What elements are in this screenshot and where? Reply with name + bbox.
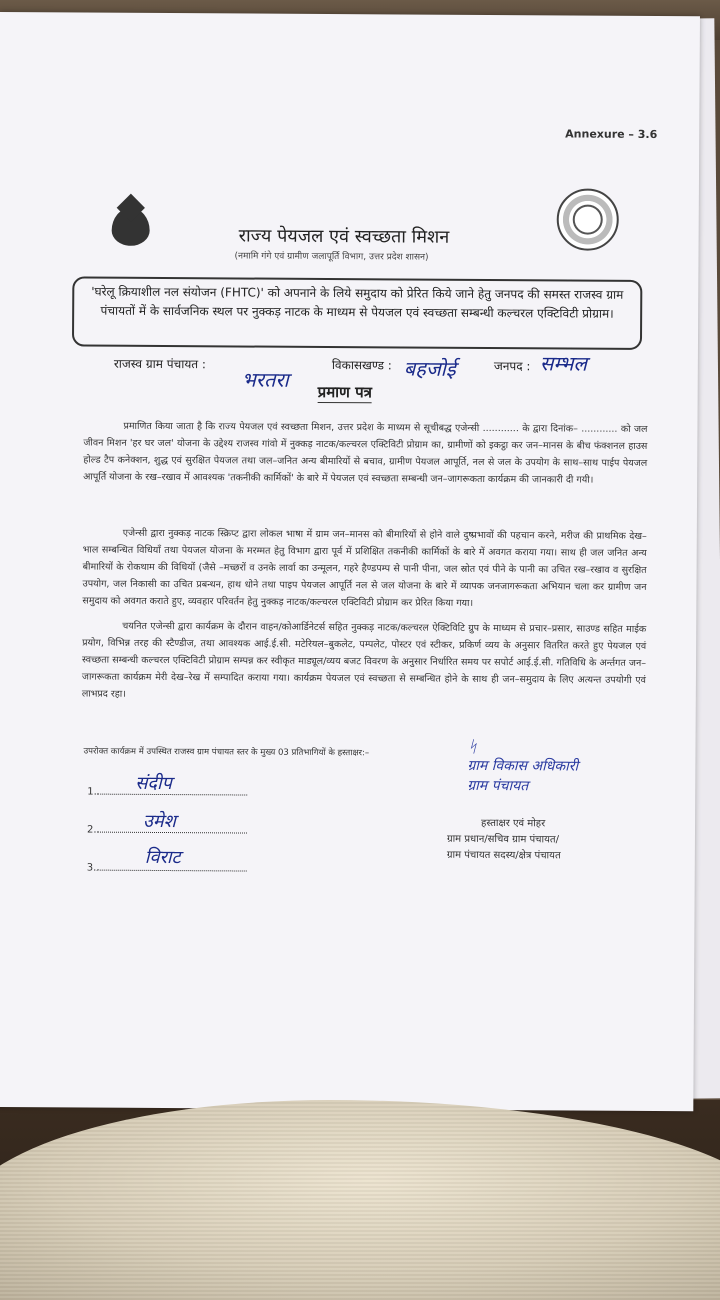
gram-panchayat-value: भरतरा xyxy=(241,367,289,392)
org-title: राज्य पेयजल एवं स्वच्छता मिशन xyxy=(238,225,450,248)
signatory-signature-1: संदीप xyxy=(135,772,172,795)
paragraph-2: एजेन्सी द्वारा नुक्कड़ नाटक स्क्रिप्ट द्वारा लोकल भाषा में ग्राम जन–मानस को बीमारियों से होने वाले दुष्प्रभावों की पहचान करने, मरीज की प्राथमिक देख–भाल सम्बन्धित विधियाँ तथा पेयजल योजना के मरम्मत हेतु विभाग द्वारा पूर्व में प्रशिक्षित तकनीकी कार्मिकों के बारे में अवगत कराया गया। साथ ही जल जनित अन्य बीमारियों के रोकथाम की विधियों (जैसे –मच्छरों व उनके लार्वा का उन्मूलन, गहरे हैण्डपम्प से पानी पीना, जल स्रोत एवं पीने के पानी का उचित रख–रखाव व सुरक्षित उपयोग, जल निकासी का उचित प्रबन्धन, हाथ धोने तथा पाइप पेयजल आपूर्ति नल से जल योजना के बारे में व्यापक जनजागरूकता अभियान चला कर ग्रामीण जन समुदाय को अवगत कराते हुए, व्यवहार परिवर्तन हेतु नुक्कड़ नाटक/कल्चरल एक्टिविटी प्रोग्राम कर प्रेरित किया गया। xyxy=(82,527,647,609)
paragraph-1: प्रमाणित किया जाता है कि राज्य पेयजल एवं स्वच्छता मिशन, उत्तर प्रदेश के माध्यम से सूचीबद्ध एजेन्सी ............ के द्वारा दिनांक– ............ को जल जीवन मिशन 'हर घर जल' योजना के उद्देश्य राजस्व गांवो में नुक्कड़ नाटक/कल्चरल एक्टिविटी प्रोग्राम का, ग्रामीणों को इकट्ठा कर जन–मानस के बीच फंक्शनल हाउस होल्ड टैप कनेक्शन, शुद्ध एवं सुरक्षित पेयजल तथा जल–जनित अन्य बीमारियों से बचाव, ग्रामीण पेयजल आपूर्ति, नल से जल के उपयोग के साथ–साथ पाईप पेयजल आपूर्ति योजना के रख–रखाव में आवश्यक 'तकनीकी कार्मिकों' के बारे में पेयजल एवं स्वच्छता सम्बन्धी जन–जागरूकता कार्यक्रम की जानकारी दी गयी। xyxy=(83,420,648,486)
signatory-signature-3: विराट xyxy=(144,846,181,869)
designation-line-1: ग्राम प्रधान/सचिव ग्राम पंचायत/ xyxy=(446,833,560,846)
signatory-number: 3. xyxy=(86,862,97,874)
stamp-initials: ᛋ xyxy=(467,736,478,756)
program-box: 'घरेलू क्रियाशील नल संयोजन (FHTC)' को अपनाने के लिये समुदाय को प्रेरित किये जाने हेतु जनपद की समस्त राजस्व ग्राम पंचायतों में के सार्वजनिक स्थल पर नुक्कड़ नाटक के माध्यम से पेयजल एवं स्वच्छता सम्बन्धी कल्चरल एक्टिविटी प्रोग्राम। xyxy=(72,276,642,349)
certificate-page xyxy=(0,12,700,1111)
signatory-signature-2: उमेश xyxy=(142,810,176,833)
up-government-emblem xyxy=(557,188,619,250)
gram-panchayat-label: राजस्व ग्राम पंचायत : xyxy=(113,356,207,372)
org-subtitle: (नमामि गंगे एवं ग्रामीण जलापूर्ति विभाग, उत्तर प्रदेश शासन) xyxy=(234,251,429,263)
annexure-label: Annexure – 3.6 xyxy=(565,127,658,142)
stamp-text: ग्राम विकास अधिकारी ग्राम पंचायत xyxy=(467,757,579,795)
district-label: जनपद : xyxy=(493,359,531,374)
block-label: विकासखण्ड : xyxy=(331,358,392,373)
signature-note: उपरोक्त कार्यक्रम में उपस्थित राजस्व ग्राम पंचायत स्तर के मुख्य 03 प्रतिभागियों के हस्ताक्षर:– xyxy=(83,746,370,759)
district-value: सम्भल xyxy=(539,351,588,376)
sign-and-seal-caption: हस्ताक्षर एवं मोहर xyxy=(481,817,546,830)
cloth-foreground xyxy=(0,1100,720,1300)
har-ghar-jal-logo xyxy=(104,208,156,278)
paragraph-3: चयनित एजेन्सी द्वारा कार्यक्रम के दौरान वाहन/कोआर्डिनेटर्स सहित नुक्कड़ नाटक/कल्चरल ऐक्टिविटि ग्रुप के माध्यम से प्रचार–प्रसार, साउण्ड सहित माईक प्रयोग, विभिन्न तरह की स्टैण्डीज, तथा आवश्यक आई.ई.सी. मटेरियल–बुकलेट, पम्पलेट, पोस्टर एवं स्टीकर, प्रकिर्ण व्यय के अनुसार वितरित करते हुए पेयजल एवं स्वच्छता सम्बन्धी कल्चरल एक्टिविटी प्रोग्राम सम्पन्न कर स्वीकृत माड्यूल/व्यय बजट विवरण के अनुसार निर्धारित समय पर सपोर्ट आई.ई.सी. गतिविधि के अर्न्तगत जन–जागरूकता कार्यक्रम मेरी देख–रेख में सम्पादित कराया गया। कार्यक्रम पेयजल एवं स्वच्छता से सम्बन्धित होने के साथ ही जन–समुदाय के लिए अत्यन्त उपयोगी एवं लाभप्रद रहा। xyxy=(81,620,647,700)
signatory-number: 2. xyxy=(86,824,97,836)
block-value: बहजोई xyxy=(403,356,456,381)
signatory-number: 1. xyxy=(87,786,97,798)
designation-line-2: ग्राम पंचायत सदस्य/क्षेत्र पंचायत xyxy=(446,849,561,862)
certificate-heading: प्रमाण पत्र xyxy=(317,382,373,402)
water-drop-icon xyxy=(112,208,150,246)
